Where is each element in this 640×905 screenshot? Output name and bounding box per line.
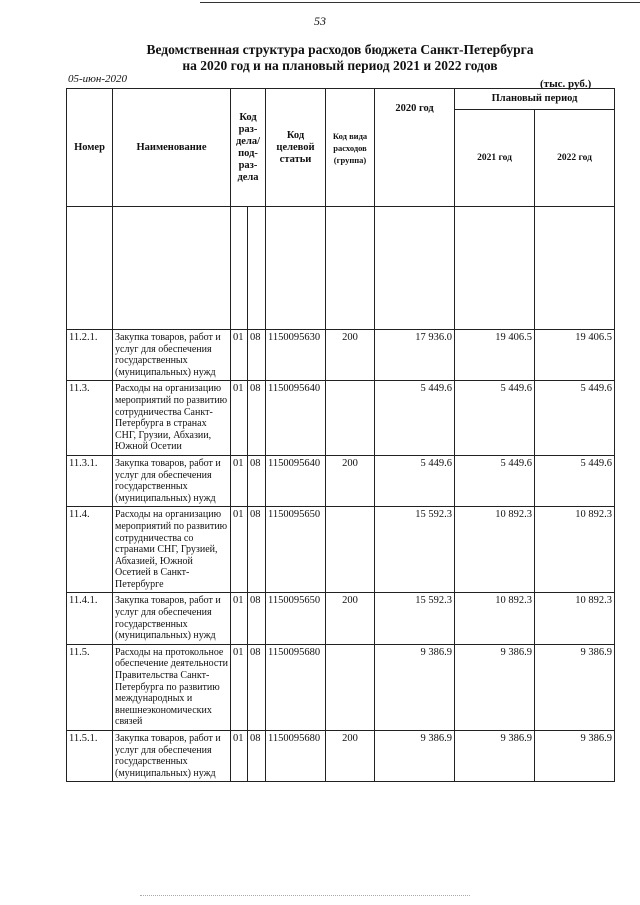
row-name: Расходы на организацию мероприятий по развитию сотрудничества Санкт-Петербурга в странах СНГ, Грузии, Абхазии, Южной Осетии	[113, 381, 231, 456]
table-row	[67, 731, 615, 782]
row-value-2022: 10 892.3	[535, 507, 615, 593]
header-2021: 2021 год	[455, 110, 535, 207]
table-body	[67, 207, 615, 782]
row-number: 11.2.1.	[67, 330, 113, 381]
document-title	[60, 42, 620, 74]
row-value-2021: 10 892.3	[455, 593, 535, 644]
row-value-2020: 5 449.6	[375, 381, 455, 456]
top-rule	[200, 2, 640, 3]
row-target-code: 1150095640	[266, 455, 326, 506]
units-label: (тыс. руб.)	[540, 78, 592, 90]
row-razdel: 01	[231, 507, 248, 593]
header-2022: 2022 год	[535, 110, 615, 207]
scan-artifact	[140, 895, 470, 897]
row-expense-type	[326, 381, 375, 456]
row-name: Закупка товаров, работ и услуг для обеспечения государственных (муниципальных) нужд	[113, 593, 231, 644]
row-name: Расходы на организацию мероприятий по развитию сотрудничества со странами СНГ, Грузией, Абхазией, Южной Осетией в Санкт-Петербурге	[113, 507, 231, 593]
table-row	[67, 381, 615, 456]
row-razdel: 01	[231, 455, 248, 506]
row-expense-type: 200	[326, 330, 375, 381]
row-target-code: 1150095650	[266, 507, 326, 593]
header-number: Номер	[67, 89, 113, 207]
header-section-code: Код раз- дела/ под- раз- дела	[231, 89, 266, 207]
row-target-code: 1150095630	[266, 330, 326, 381]
row-value-2022: 9 386.9	[535, 644, 615, 730]
row-target-code: 1150095640	[266, 381, 326, 456]
row-value-2020: 17 936.0	[375, 330, 455, 381]
row-value-2021: 9 386.9	[455, 644, 535, 730]
table-row	[67, 455, 615, 506]
row-podrazdel: 08	[248, 455, 266, 506]
row-razdel: 01	[231, 381, 248, 456]
row-value-2022: 10 892.3	[535, 593, 615, 644]
title-line-1: Ведомственная структура расходов бюджета Санкт-Петербурга	[146, 42, 534, 57]
row-value-2022: 5 449.6	[535, 455, 615, 506]
row-value-2021: 5 449.6	[455, 381, 535, 456]
table-row	[67, 644, 615, 730]
row-expense-type	[326, 507, 375, 593]
budget-table	[66, 88, 615, 782]
row-value-2022: 9 386.9	[535, 731, 615, 782]
row-podrazdel: 08	[248, 593, 266, 644]
row-podrazdel: 08	[248, 731, 266, 782]
header-planned-period: Плановый период	[455, 89, 615, 110]
row-expense-type: 200	[326, 593, 375, 644]
header-2020: 2020 год	[375, 89, 455, 207]
row-number: 11.3.1.	[67, 455, 113, 506]
row-podrazdel: 08	[248, 644, 266, 730]
row-value-2020: 9 386.9	[375, 644, 455, 730]
row-target-code: 1150095650	[266, 593, 326, 644]
row-value-2020: 9 386.9	[375, 731, 455, 782]
row-razdel: 01	[231, 593, 248, 644]
row-value-2020: 5 449.6	[375, 455, 455, 506]
row-expense-type: 200	[326, 455, 375, 506]
header-expense-type: Код вида расходов (группа)	[326, 89, 375, 207]
row-value-2021: 9 386.9	[455, 731, 535, 782]
table-row	[67, 593, 615, 644]
row-number: 11.4.1.	[67, 593, 113, 644]
row-value-2022: 19 406.5	[535, 330, 615, 381]
table-row	[67, 330, 615, 381]
page-number: 53	[314, 14, 326, 28]
title-line-2: на 2020 год и на плановый период 2021 и 2022 годов	[182, 58, 498, 73]
row-name: Закупка товаров, работ и услуг для обеспечения государственных (муниципальных) нужд	[113, 731, 231, 782]
row-razdel: 01	[231, 731, 248, 782]
row-value-2021: 5 449.6	[455, 455, 535, 506]
header-name: Наименование	[113, 89, 231, 207]
row-name: Закупка товаров, работ и услуг для обеспечения государственных (муниципальных) нужд	[113, 455, 231, 506]
row-number: 11.3.	[67, 381, 113, 456]
row-podrazdel: 08	[248, 381, 266, 456]
row-expense-type	[326, 644, 375, 730]
row-target-code: 1150095680	[266, 644, 326, 730]
document-date: 05-июн-2020	[68, 73, 128, 85]
row-value-2020: 15 592.3	[375, 593, 455, 644]
row-number: 11.5.1.	[67, 731, 113, 782]
row-podrazdel: 08	[248, 330, 266, 381]
row-podrazdel: 08	[248, 507, 266, 593]
header-row-1	[67, 89, 615, 110]
row-number: 11.5.	[67, 644, 113, 730]
row-value-2022: 5 449.6	[535, 381, 615, 456]
row-value-2021: 10 892.3	[455, 507, 535, 593]
row-value-2021: 19 406.5	[455, 330, 535, 381]
row-razdel: 01	[231, 644, 248, 730]
row-razdel: 01	[231, 330, 248, 381]
row-number: 11.4.	[67, 507, 113, 593]
row-expense-type: 200	[326, 731, 375, 782]
header-target-code: Код целевой статьи	[266, 89, 326, 207]
row-value-2020: 15 592.3	[375, 507, 455, 593]
blank-row	[67, 207, 615, 330]
table-row	[67, 507, 615, 593]
row-name: Закупка товаров, работ и услуг для обеспечения государственных (муниципальных) нужд	[113, 330, 231, 381]
row-name: Расходы на протокольное обеспечение деятельности Правительства Санкт-Петербурга по развитию международных и внешнеэкономических связей	[113, 644, 231, 730]
row-target-code: 1150095680	[266, 731, 326, 782]
